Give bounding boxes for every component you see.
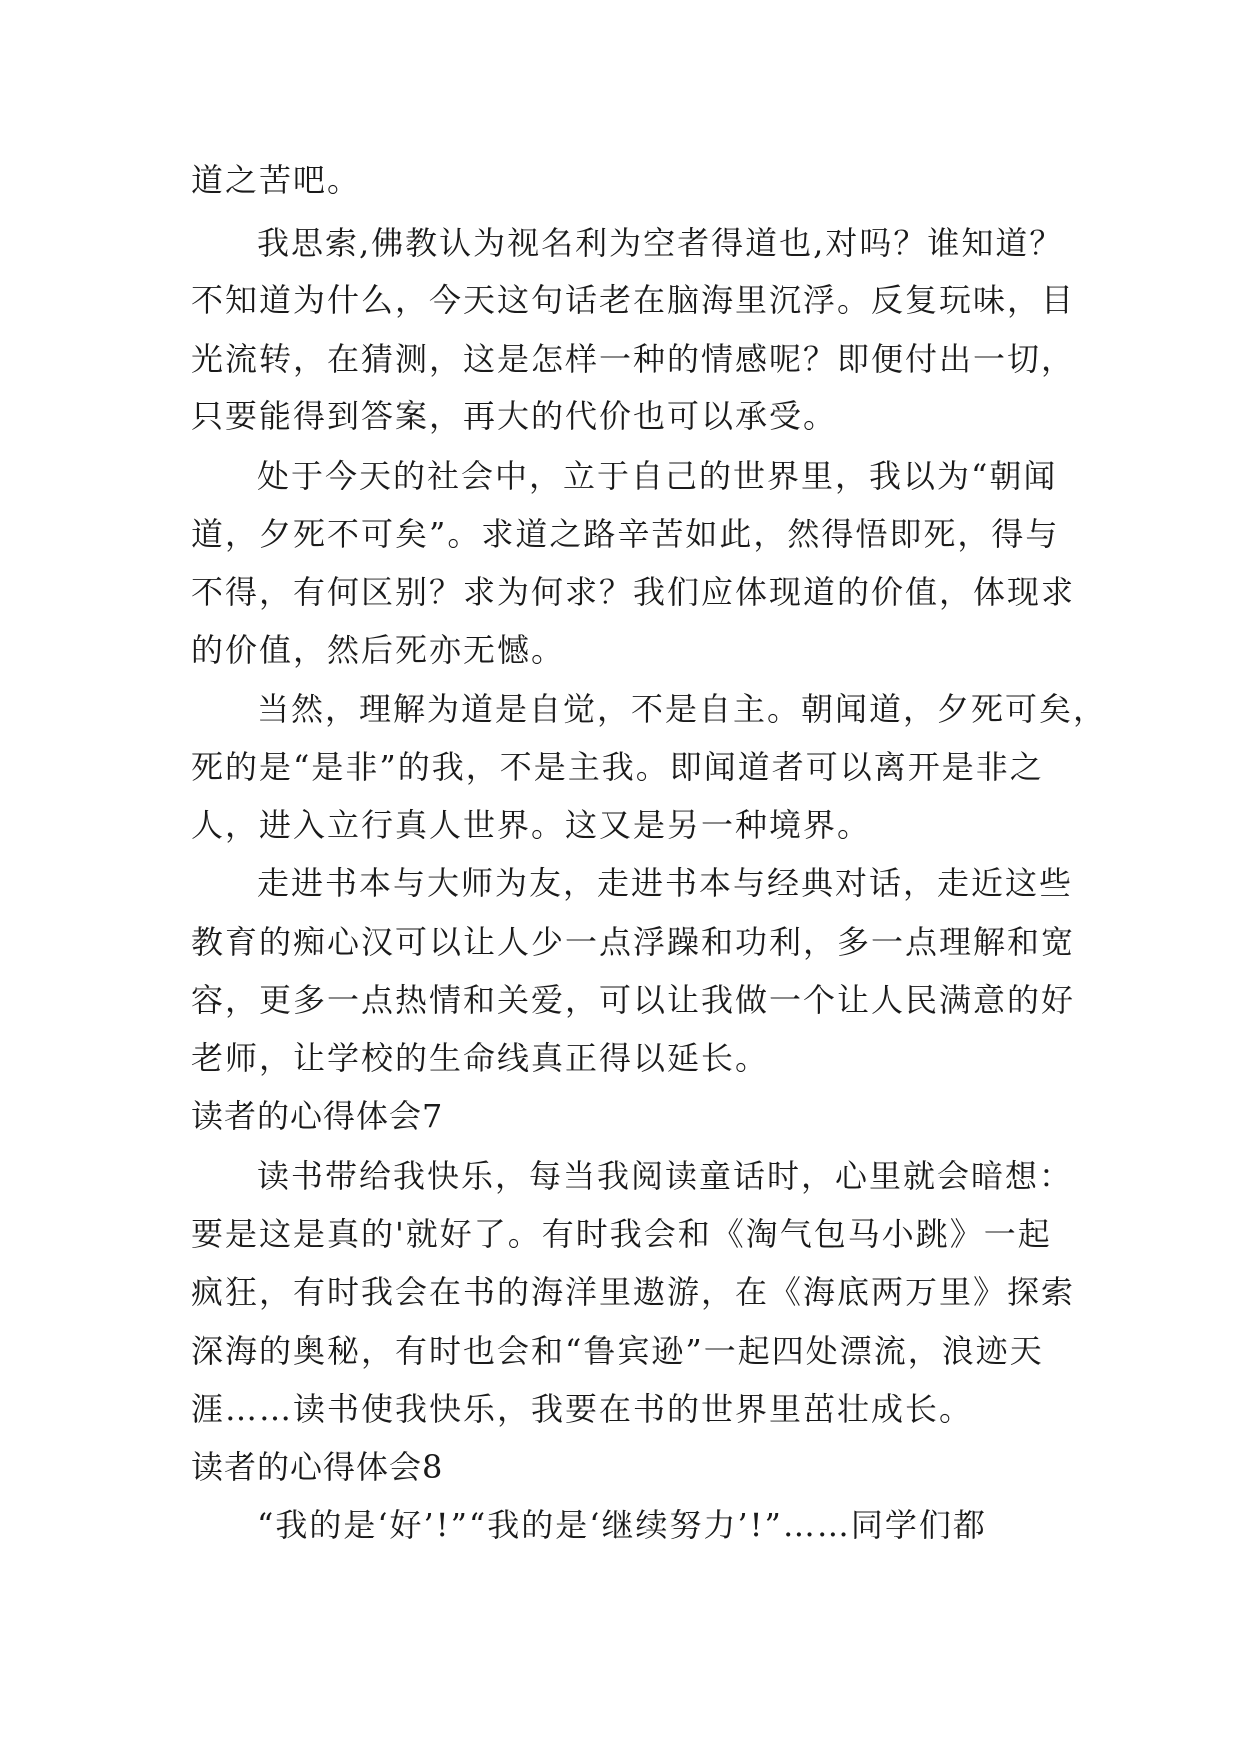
paragraph-line: 不知道为什么，今天这句话老在脑海里沉浮。反复玩味，目 <box>191 281 1076 319</box>
paragraph-line: 当然，理解为道是自觉，不是自主。朝闻道，夕死可矣， <box>257 690 1108 728</box>
paragraph-line: 疯狂，有时我会在书的海洋里遨游，在《海底两万里》探索 <box>191 1273 1076 1311</box>
paragraph-line: 人，进入立行真人世界。这又是另一种境界。 <box>191 806 872 844</box>
paragraph-line: 老师，让学校的生命线真正得以延长。 <box>191 1039 770 1077</box>
paragraph-line: 教育的痴心汉可以让人少一点浮躁和功利，多一点理解和宽 <box>191 923 1076 961</box>
paragraph-line: “我的是‘好’!”“我的是‘继续努力’!”……同学们都 <box>257 1506 987 1544</box>
section-heading: 读者的心得体会8 <box>191 1448 444 1486</box>
paragraph-line: 死的是“是非”的我，不是主我。即闻道者可以离开是非之 <box>191 748 1044 786</box>
paragraph-line: 处于今天的社会中，立于自己的世界里，我以为“朝闻 <box>257 457 1058 495</box>
paragraph-line: 道之苦吧。 <box>191 161 362 199</box>
paragraph-line: 读书带给我快乐，每当我阅读童话时，心里就会暗想： <box>257 1157 1074 1195</box>
paragraph-line: 道，夕死不可矣”。求道之路辛苦如此，然得悟即死，得与 <box>191 515 1060 553</box>
paragraph-line: 的价值，然后死亦无憾。 <box>191 631 566 669</box>
paragraph-line: 走进书本与大师为友，走进书本与经典对话，走近这些 <box>257 864 1074 902</box>
paragraph-line: 我思索,佛教认为视名利为空者得道也,对吗？谁知道？ <box>257 224 1064 262</box>
paragraph-line: 容，更多一点热情和关爱，可以让我做一个让人民满意的好 <box>191 981 1076 1019</box>
paragraph-line: 涯……读书使我快乐，我要在书的世界里茁壮成长。 <box>191 1390 974 1428</box>
paragraph-line: 要是这是真的'就好了。有时我会和《淘气包马小跳》一起 <box>191 1215 1052 1253</box>
paragraph-line: 光流转，在猜测，这是怎样一种的情感呢？即便付出一切， <box>191 340 1076 378</box>
paragraph-line: 深海的奥秘，有时也会和“鲁宾逊”一起四处漂流，浪迹天 <box>191 1332 1044 1370</box>
paragraph-line: 只要能得到答案，再大的代价也可以承受。 <box>191 397 838 435</box>
section-heading: 读者的心得体会7 <box>191 1097 444 1135</box>
paragraph-line: 不得，有何区别？求为何求？我们应体现道的价值，体现求 <box>191 573 1076 611</box>
